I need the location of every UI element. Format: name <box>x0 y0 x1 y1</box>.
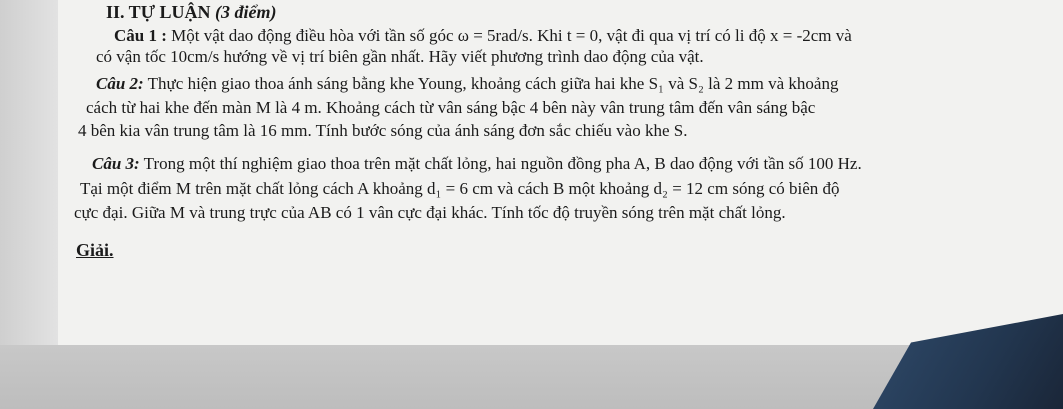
q3-line-1 <box>92 154 862 174</box>
q3-text-2: Tại một điểm M trên mặt chất lỏng cách A khoảng d₁ = 6 cm và cách B một khoảng d₂ = 12 cm sóng có biên độ <box>80 179 840 198</box>
section-title: II. TỰ LUẬN <box>106 2 211 22</box>
q3-line-2 <box>80 179 840 199</box>
q2-label: Câu 2: <box>96 74 144 93</box>
q1-text-1: Một vật dao động điều hòa với tần số góc ω = 5rad/s. Khi t = 0, vật đi qua vị trí có li độ x = -2cm và <box>171 26 852 45</box>
document-content <box>74 0 1044 352</box>
q1-text-2: có vận tốc 10cm/s hướng về vị trí biên gần nhất. Hãy viết phương trình dao động của vật. <box>96 47 704 66</box>
section-points: (3 điểm) <box>215 2 277 22</box>
q2-line-2 <box>86 98 815 118</box>
section-heading <box>106 2 277 23</box>
q3-line-3 <box>74 203 786 223</box>
q2-line-1 <box>96 74 838 94</box>
q2-text-1: Thực hiện giao thoa ánh sáng bằng khe Young, khoảng cách giữa hai khe S₁ và S₂ là 2 mm và khoảng <box>147 74 839 93</box>
q2-text-2: cách từ hai khe đến màn M là 4 m. Khoảng cách từ vân sáng bậc 4 bên này vân trung tâm đến vân sáng bậc <box>86 98 816 117</box>
q3-text-3: cực đại. Giữa M và trung trực của AB có 1 vân cực đại khác. Tính tốc độ truyền sóng trên mặt chất lỏng. <box>74 203 786 222</box>
q3-label: Câu 3: <box>92 154 140 173</box>
q1-line-1 <box>114 26 852 46</box>
q1-label: Câu 1 : <box>114 26 167 45</box>
solution-label: Giải. <box>76 240 114 260</box>
q3-text-1: Trong một thí nghiệm giao thoa trên mặt chất lỏng, hai nguồn đồng pha A, B dao động với tần số 100 Hz. <box>143 154 862 173</box>
q2-text-3: 4 bên kia vân trung tâm là 16 mm. Tính bước sóng của ánh sáng đơn sắc chiếu vào khe S. <box>78 121 688 140</box>
q2-line-3 <box>78 121 687 141</box>
q1-line-2 <box>96 47 704 67</box>
